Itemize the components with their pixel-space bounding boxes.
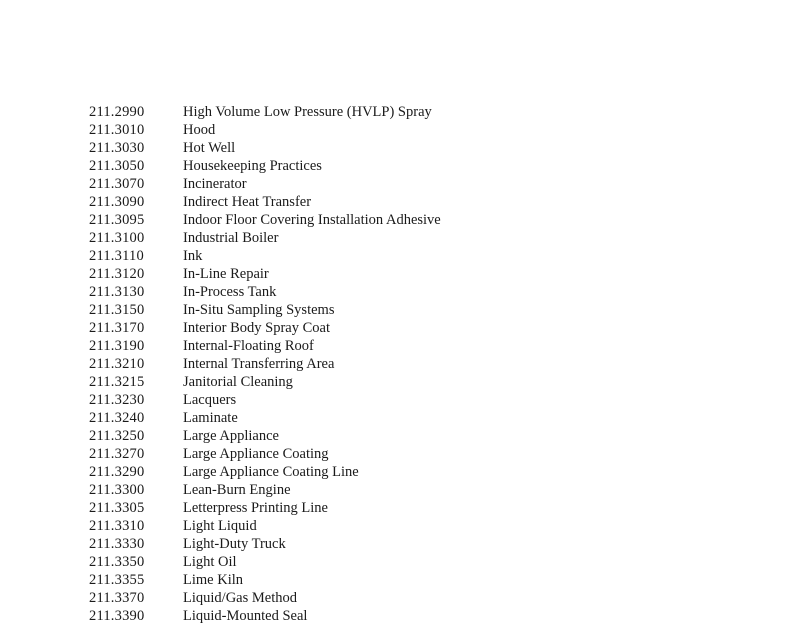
section-number: 211.3010 (89, 122, 145, 138)
list-item (89, 517, 649, 535)
defined-term: Internal-Floating Roof (183, 338, 314, 354)
defined-term: Lacquers (183, 392, 237, 408)
defined-term: Light Liquid (183, 518, 257, 534)
list-item (89, 121, 649, 139)
section-number: 211.3250 (89, 428, 145, 444)
list-item (89, 499, 649, 517)
list-item (89, 355, 649, 373)
section-number: 211.3150 (89, 302, 145, 318)
defined-term: Janitorial Cleaning (183, 374, 293, 390)
list-item (89, 247, 649, 265)
list-item (89, 463, 649, 481)
defined-term: Internal Transferring Area (183, 356, 335, 372)
list-item (89, 427, 649, 445)
section-number: 211.3240 (89, 410, 145, 426)
defined-term: Lean-Burn Engine (183, 482, 291, 498)
list-item (89, 481, 649, 499)
section-number: 211.3110 (89, 248, 144, 264)
list-item (89, 319, 649, 337)
section-number: 211.3305 (89, 500, 145, 516)
section-number: 211.3095 (89, 212, 145, 228)
list-item (89, 553, 649, 571)
section-number: 211.3330 (89, 536, 145, 552)
section-number: 211.3130 (89, 284, 145, 300)
section-number: 211.3390 (89, 608, 145, 624)
defined-term: In-Situ Sampling Systems (183, 302, 335, 318)
list-item (89, 409, 649, 427)
definition-list (89, 103, 649, 625)
defined-term: Light Oil (183, 554, 237, 570)
defined-term: Industrial Boiler (183, 230, 279, 246)
defined-term: Liquid-Mounted Seal (183, 608, 308, 624)
list-item (89, 229, 649, 247)
list-item (89, 445, 649, 463)
list-item (89, 211, 649, 229)
list-item (89, 607, 649, 625)
section-number: 211.3050 (89, 158, 145, 174)
section-number: 211.3070 (89, 176, 145, 192)
list-item (89, 103, 649, 121)
section-number: 211.3030 (89, 140, 145, 156)
list-item (89, 193, 649, 211)
section-number: 211.3210 (89, 356, 145, 372)
defined-term: Letterpress Printing Line (183, 500, 328, 516)
list-item (89, 571, 649, 589)
section-number: 211.2990 (89, 104, 145, 120)
list-item (89, 337, 649, 355)
list-item (89, 157, 649, 175)
section-number: 211.3270 (89, 446, 145, 462)
defined-term: Large Appliance (183, 428, 279, 444)
section-number: 211.3310 (89, 518, 145, 534)
section-number: 211.3300 (89, 482, 145, 498)
defined-term: Liquid/Gas Method (183, 590, 297, 606)
section-number: 211.3290 (89, 464, 145, 480)
list-item (89, 175, 649, 193)
defined-term: In-Line Repair (183, 266, 269, 282)
section-number: 211.3370 (89, 590, 145, 606)
section-number: 211.3350 (89, 554, 145, 570)
section-number: 211.3100 (89, 230, 145, 246)
section-number: 211.3215 (89, 374, 145, 390)
list-item (89, 265, 649, 283)
defined-term: Housekeeping Practices (183, 158, 322, 174)
list-item (89, 589, 649, 607)
list-item (89, 373, 649, 391)
defined-term: Laminate (183, 410, 238, 426)
section-number: 211.3120 (89, 266, 145, 282)
defined-term: Ink (183, 248, 203, 264)
defined-term: Incinerator (183, 176, 247, 192)
section-number: 211.3230 (89, 392, 145, 408)
defined-term: Hot Well (183, 140, 236, 156)
defined-term: Large Appliance Coating Line (183, 464, 359, 480)
defined-term: Hood (183, 122, 216, 138)
list-item (89, 139, 649, 157)
list-item (89, 391, 649, 409)
defined-term: Light-Duty Truck (183, 536, 286, 552)
defined-term: In-Process Tank (183, 284, 277, 300)
section-number: 211.3090 (89, 194, 145, 210)
section-number: 211.3190 (89, 338, 145, 354)
list-item (89, 301, 649, 319)
defined-term: Indoor Floor Covering Installation Adhesive (183, 212, 441, 228)
section-number: 211.3355 (89, 572, 145, 588)
defined-term: Interior Body Spray Coat (183, 320, 330, 336)
defined-term: Indirect Heat Transfer (183, 194, 312, 210)
list-item (89, 535, 649, 553)
defined-term: High Volume Low Pressure (HVLP) Spray (183, 104, 432, 120)
defined-term: Large Appliance Coating (183, 446, 329, 462)
defined-term: Lime Kiln (183, 572, 244, 588)
section-number: 211.3170 (89, 320, 145, 336)
list-item (89, 283, 649, 301)
